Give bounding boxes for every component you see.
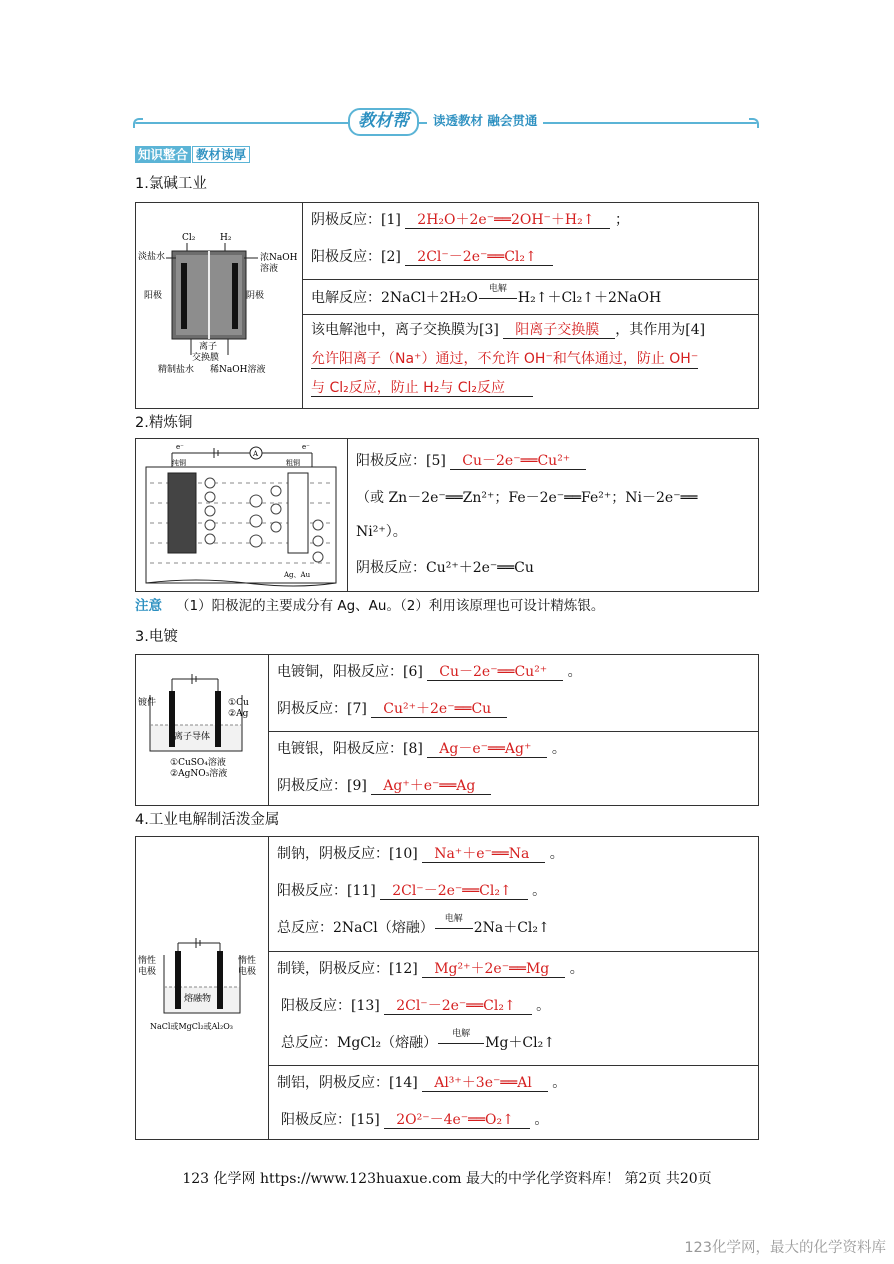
cell-membrane	[303, 314, 758, 408]
plating-diagram	[136, 655, 268, 805]
row-anode-8: 电镀银，阳极反应：[8] Ag－e⁻══Ag⁺ 。	[277, 741, 566, 757]
label-dilute-naoh: 稀NaOH溶液	[210, 365, 266, 375]
row-na-anode: 阳极反应：[11] 2Cl⁻－2e⁻══Cl₂↑ 。	[277, 883, 547, 899]
note-line	[135, 594, 604, 614]
row-impurity-reactions: （或 Zn－2e⁻══Zn²⁺；Fe－2e⁻══Fe²⁺；Ni－2e⁻══	[356, 490, 698, 506]
row-mg-anode: 阳极反应：[13] 2Cl⁻－2e⁻══Cl₂↑ 。	[281, 998, 551, 1014]
figure-plating-cell	[136, 655, 269, 805]
banner-title: 教材帮	[348, 108, 419, 136]
page-footer: 123 化学网 https://www.123huaxue.com 最大的中学化学资料库！ 第2页 共20页	[182, 1171, 712, 1187]
answer-7: Cu²⁺＋2e⁻══Cu	[371, 701, 507, 718]
label-molten-options: NaCl或MgCl₂或Al₂O₃	[150, 1022, 233, 1031]
label-refined-brine: 精制盐水	[158, 365, 195, 375]
row-overall-1: 电解反应：2NaCl＋2H₂O 电解 H₂↑＋Cl₂↑＋2NaOH	[311, 284, 662, 306]
answer-14: Al³⁺＋3e⁻══Al	[422, 1075, 548, 1092]
answer-10: Na⁺＋e⁻══Na	[422, 846, 545, 863]
label-cathode: 阴极	[246, 291, 265, 301]
row-al-anode: 阳极反应：[15] 2O²⁻－4e⁻══O₂↑ 。	[281, 1112, 549, 1128]
cell-electrode-reactions	[303, 203, 758, 279]
answer-4-line-2: 与 Cl₂反应，防止 H₂与 Cl₂反应	[311, 377, 533, 397]
answer-15: 2O²⁻－4e⁻══O₂↑	[384, 1112, 530, 1129]
ammeter-label: A	[253, 450, 259, 458]
answer-2: 2Cl⁻－2e⁻══Cl₂↑	[405, 249, 552, 266]
label-solution: 溶液	[260, 264, 279, 274]
tag-knowledge: 知识整合	[135, 146, 191, 163]
answer-8: Ag－e⁻══Ag⁺	[427, 741, 547, 758]
row-anode-5: 阳极反应：[5] Cu－2e⁻══Cu²⁺	[356, 450, 586, 470]
row-membrane-1: 该电解池中，离子交换膜为[3] 阳离子交换膜 ，其作用为[4]	[311, 322, 706, 338]
label-anode-mud: Ag、Au	[284, 571, 311, 579]
heading-active-metals: 4.工业电解制活泼金属	[135, 812, 280, 828]
cell-sodium	[269, 837, 758, 951]
cell-magnesium	[269, 951, 758, 1065]
table-active-metals	[135, 836, 759, 1140]
label-molten: 熔融物	[184, 994, 212, 1004]
note-text: （1）阳极泥的主要成分有 Ag、Au。（2）利用该原理也可设计精炼银。	[176, 598, 605, 614]
label-dilute-brine: 淡盐水	[138, 252, 166, 262]
row-na-total: 总反应：2NaCl（熔融） 电解 2Na＋Cl₂↑	[277, 914, 550, 936]
label-cl2: Cl₂	[182, 233, 196, 243]
tag-row	[135, 146, 250, 163]
table-chlor-alkali	[135, 202, 759, 409]
label-plated-item: 镀件	[138, 698, 157, 708]
row-na-cathode: 制钠，阴极反应：[10] Na⁺＋e⁻══Na 。	[277, 846, 564, 862]
molten-diagram	[136, 837, 268, 1139]
section-banner	[135, 106, 757, 136]
label-inert-left-1: 惰性	[138, 956, 157, 966]
label-inert-left-2: 电极	[138, 967, 157, 977]
cell-aluminum	[269, 1065, 758, 1139]
answer-1: 2H₂O＋2e⁻══2OH⁻＋H₂↑	[405, 212, 610, 229]
row-cathode-7: 阴极反应：[7] Cu²⁺＋2e⁻══Cu	[277, 698, 507, 718]
label-h2: H₂	[220, 233, 232, 243]
answer-13: 2Cl⁻－2e⁻══Cl₂↑	[384, 998, 531, 1015]
table-electroplating	[135, 654, 759, 806]
label-inert-right-2: 电极	[238, 967, 257, 977]
label-inert-right-1: 惰性	[238, 956, 257, 966]
note-key: 注意	[135, 598, 162, 614]
row-al-cathode: 制铝，阴极反应：[14] Al³⁺＋3e⁻══Al 。	[277, 1075, 567, 1091]
figure-molten-cell	[136, 837, 269, 1139]
answer-11: 2Cl⁻－2e⁻══Cl₂↑	[380, 883, 527, 900]
watermark: 123化学网，最大的化学资料库	[684, 1240, 886, 1256]
answer-4-line-1: 允许阳离子（Na⁺）通过，不允许 OH⁻和气体通过，防止 OH⁻	[311, 348, 698, 369]
label-anode-ag: ②Ag	[228, 709, 249, 719]
row-cathode-9: 阴极反应：[9] Ag⁺＋e⁻══Ag	[277, 775, 491, 795]
answer-12: Mg²⁺＋2e⁻══Mg	[422, 961, 565, 978]
answer-9: Ag⁺＋e⁻══Ag	[371, 778, 491, 795]
label-anode-cu: ①Cu	[228, 698, 249, 708]
label-agno3: ②AgNO₃溶液	[170, 769, 228, 779]
chlor-alkali-diagram	[136, 203, 302, 408]
figure-refining-cell	[136, 439, 348, 591]
cell-overall-reaction	[303, 279, 758, 314]
label-membrane: 交换膜	[192, 353, 220, 363]
tag-textbook: 教材读厚	[192, 146, 250, 163]
heading-electroplating: 3.电镀	[135, 629, 178, 645]
refining-diagram	[136, 439, 347, 591]
figure-chlor-alkali-cell	[136, 203, 303, 408]
row-anode-2: 阳极反应：[2] 2Cl⁻－2e⁻══Cl₂↑	[311, 246, 553, 266]
answer-5: Cu－2e⁻══Cu²⁺	[450, 453, 586, 470]
table-copper-refining	[135, 438, 759, 592]
label-crude-copper: 粗铜	[286, 459, 300, 467]
answer-3: 阳离子交换膜	[503, 322, 615, 339]
row-mg-cathode: 制镁，阴极反应：[12] Mg²⁺＋2e⁻══Mg 。	[277, 961, 584, 977]
cell-silver-plating	[269, 731, 758, 805]
label-ion: 离子	[199, 342, 218, 352]
label-anode: 阳极	[144, 291, 163, 301]
label-ion-conductor: 离子导体	[174, 732, 211, 742]
label-electron-left: e⁻	[176, 443, 184, 451]
answer-6: Cu－2e⁻══Cu²⁺	[427, 664, 563, 681]
label-pure-copper: 纯铜	[172, 459, 186, 467]
cell-refining-reactions	[348, 439, 758, 591]
banner-subtitle: 读透教材 融会贯通	[427, 112, 543, 130]
row-impurity-tail: Ni²⁺）。	[356, 524, 407, 540]
label-cuso4: ①CuSO₄溶液	[170, 758, 226, 768]
row-anode-6: 电镀铜，阳极反应：[6] Cu－2e⁻══Cu²⁺ 。	[277, 664, 582, 680]
row-cathode: 阴极反应：Cu²⁺＋2e⁻══Cu	[356, 560, 534, 576]
cell-copper-plating	[269, 655, 758, 731]
row-mg-total: 总反应：MgCl₂（熔融） 电解 Mg＋Cl₂↑	[281, 1029, 555, 1051]
label-electron-right: e⁻	[302, 443, 310, 451]
heading-copper-refining: 2.精炼铜	[135, 415, 193, 431]
row-cathode-1: 阴极反应：[1] 2H₂O＋2e⁻══2OH⁻＋H₂↑ ；	[311, 212, 629, 228]
label-conc-naoh: 浓NaOH	[260, 253, 298, 263]
heading-chlor-alkali: 1.氯碱工业	[135, 176, 207, 192]
